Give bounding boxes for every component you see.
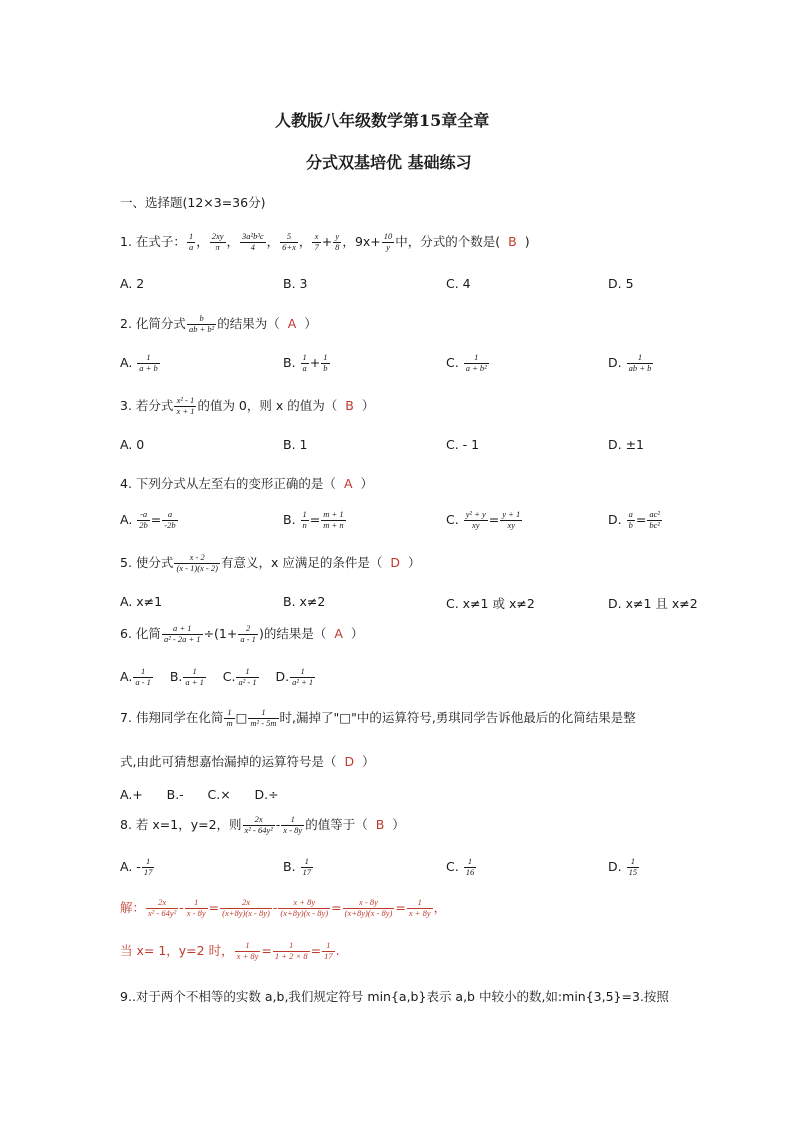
fraction: $\frac{10}{y}$ <box>383 231 393 252</box>
question-5: 5. 使分式 $\frac{x - 2}{(x - 1)(x - 2)}$ 有意义，x 应满足的条件是（ D ） <box>120 552 421 573</box>
option-a: A. $\frac{1}{a + b}$ <box>120 352 158 373</box>
option-b: B. $\frac{1}{17}$ <box>283 856 312 877</box>
fraction: $\frac{1}{a}$ <box>188 231 194 252</box>
fraction: $\frac{1}{\text{m² - 5m}}$ <box>250 707 277 728</box>
fraction: $\frac{2xy}{\pi}$ <box>211 231 224 252</box>
page-subtitle: 分式双基培优 基础练习 <box>306 153 472 172</box>
question-7-line2: 式,由此可猜想嘉怡漏掉的运算符号是（ D ） <box>120 754 375 769</box>
question-6: 6. 化简 $\frac{a + 1}{\text{a² - 2a + 1}}$ ÷(1+ $\frac{2}{a - 1}$ )的结果是（ A ） <box>120 623 364 644</box>
fraction: $\frac{b}{\text{ab + b²}}$ <box>188 313 215 334</box>
solution-line-1: 解： $\frac{2x}{\text{x² - 64y²}}$ - $\frac{1}{x - 8y}$ = $\frac{2x}{(x+8y)(x - 8y)}$ - $\frac{x + 8y}{(x+8y)(x - 8y)}$ = $\frac{x - 8y}{(x+8y)(x - 8y)}$ = $\frac{1}{x + 8y}$ ， <box>120 897 447 918</box>
option-d: D. $\frac{1}{15}$ <box>608 856 638 877</box>
option-c: C. x≠1 或 x≠2 <box>446 596 535 611</box>
option-c: C. 4 <box>446 276 471 291</box>
fraction: $\frac{y}{8}$ <box>335 231 340 252</box>
fraction: $\frac{1}{x - 8y}$ <box>283 814 303 835</box>
question-number: 1. <box>120 234 132 249</box>
answer: A <box>334 626 343 641</box>
option-c: C. $\frac{\text{y² + y}}{xy}$ = $\frac{y + 1}{xy}$ <box>446 509 521 530</box>
answer: B <box>345 398 354 413</box>
fraction: $\frac{x - 2}{(x - 1)(x - 2)}$ <box>176 552 218 573</box>
answer: A <box>287 316 297 331</box>
question-1: 1. 在式子： $\frac{1}{a}$ ， $\frac{2xy}{\pi}$ ， $\frac{\text{3a²b³c}}{4}$ ， $\frac{5}{6+x}$ ， $\frac{x}{7}$ + $\frac{y}{8}$ ，9x+ $\frac{10}{y}$ 中，分式的个数是( B ) <box>120 231 530 252</box>
solution-line-2: 当 x= 1，y=2 时， $\frac{1}{x + 8y}$ = $\frac{1}{1 + 2 \times 8}$ = $\frac{1}{17}$ . <box>120 940 340 961</box>
question-number: 7. <box>120 710 132 725</box>
option-a: A. $\frac{-a}{2b}$ = $\frac{a}{-2b}$ <box>120 509 176 530</box>
option-d: D. $\frac{a}{b}$ = $\frac{\text{ac²}}{\text{bc²}}$ <box>608 509 660 530</box>
question-number: 2. <box>120 316 132 331</box>
question-2: 2. 化简分式 $\frac{b}{\text{ab + b²}}$ 的结果为（ A ） <box>120 313 317 334</box>
answer: B <box>508 234 517 249</box>
answer: D <box>344 754 355 769</box>
question-9: 9..对于两个不相等的实数 a,b,我们规定符号 min{a,b}表示 a,b 中较小的数,如:min{3,5}=3.按照 <box>120 989 669 1004</box>
fraction: $\frac{a + 1}{\text{a² - 2a + 1}}$ <box>163 623 201 644</box>
fraction: $\frac{x}{7}$ <box>314 231 319 252</box>
fraction: $\frac{\text{3a²b³c}}{4}$ <box>242 231 264 252</box>
option-d: D. x≠1 且 x≠2 <box>608 596 698 611</box>
option-c: C. - 1 <box>446 437 480 452</box>
question-number: 5. <box>120 555 132 570</box>
question-3: 3. 若分式 $\frac{\text{x² - 1}}{x + 1}$ 的值为 0，则 x 的值为（ B ） <box>120 395 375 416</box>
question-number: 3. <box>120 398 132 413</box>
section-header: 一、选择题(12×3=36分) <box>120 195 266 210</box>
question-7: 7. 伟翔同学在化简 $\frac{1}{m}$ □ $\frac{1}{\text{m² - 5m}}$ 时,漏掉了"□"中的运算符号,勇琪同学告诉他最后的化简结果是整 <box>120 707 636 728</box>
option-d: D. ±1 <box>608 437 644 452</box>
fraction: $\frac{1}{m}$ <box>226 707 233 728</box>
fraction: $\frac{2x}{\text{x² - 64y²}}$ <box>244 814 273 835</box>
option-b: B. 3 <box>283 276 308 291</box>
option-a: A. - $\frac{1}{17}$ <box>120 856 153 877</box>
answer: D <box>390 555 400 570</box>
question-number: 4. <box>120 476 132 491</box>
fraction: $\frac{\text{x² - 1}}{x + 1}$ <box>176 395 195 416</box>
fraction: $\frac{5}{6+x}$ <box>282 231 296 252</box>
question-8: 8. 若 x=1，y=2，则 $\frac{2x}{\text{x² - 64y²}}$ - $\frac{1}{x - 8y}$ 的值等于（ B ） <box>120 814 405 835</box>
answer: B <box>375 817 385 832</box>
option-b: B. 1 <box>283 437 308 452</box>
question-number: 8. <box>120 817 132 832</box>
option-d: D. 5 <box>608 276 634 291</box>
question-number: 6. <box>120 626 132 641</box>
option-b: B. x≠2 <box>283 594 326 609</box>
page-title: 人教版八年级数学第15章全章 <box>275 111 490 130</box>
question-text: 在式子： <box>135 234 186 249</box>
question-number: 9. <box>120 989 132 1004</box>
option-a: A. 0 <box>120 437 145 452</box>
option-a: A. 2 <box>120 276 145 291</box>
answer: A <box>343 476 353 491</box>
option-row: A. $\frac{1}{a - 1}$ B. $\frac{1}{a + 1}$ C. $\frac{1}{\text{a² - 1}}$ D. $\frac{1}{\text{a² + 1}}$ <box>120 666 314 687</box>
option-c: C. $\frac{1}{16}$ <box>446 856 475 877</box>
option-a: A. x≠1 <box>120 594 163 609</box>
option-b: B. $\frac{1}{n}$ = $\frac{m + 1}{m + n}$ <box>283 509 344 530</box>
option-d: D. $\frac{1}{ab + b}$ <box>608 352 652 373</box>
option-c: C. $\frac{1}{\text{a + b²}}$ <box>446 352 487 373</box>
option-row: A.+ B.- C.× D.÷ <box>120 787 279 802</box>
option-b: B. $\frac{1}{a}$ + $\frac{1}{b}$ <box>283 352 328 373</box>
fraction: $\frac{2}{a - 1}$ <box>240 623 256 644</box>
question-4: 4. 下列分式从左至右的变形正确的是（ A ） <box>120 476 374 491</box>
